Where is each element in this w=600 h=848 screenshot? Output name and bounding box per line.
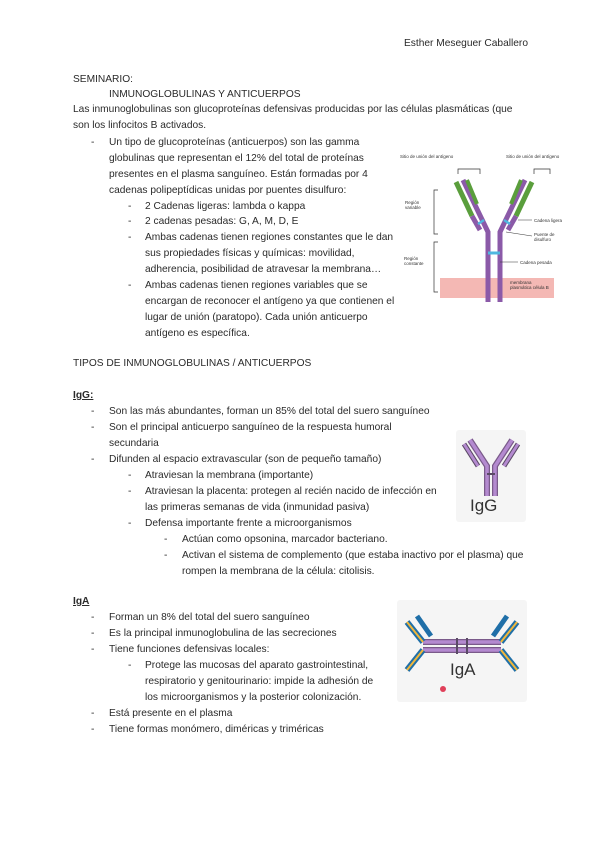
bullet-dash: - [91, 708, 95, 719]
bullet-dash: - [91, 406, 95, 417]
iga-bullet-line: Forman un 8% del total del suero sanguíneo [109, 612, 310, 623]
bullet-dash: - [91, 724, 95, 735]
iga-image-label: IgA [450, 660, 476, 679]
sub-bullet-line: 2 cadenas pesadas: G, A, M, D, E [145, 216, 299, 227]
iga-bullet-line: Está presente en el plasma [109, 708, 233, 719]
label-constant-region: Región constante [404, 256, 424, 266]
iga-heading: IgA [73, 596, 90, 607]
sub-dash: - [128, 470, 132, 481]
variable-region-bracket [434, 190, 438, 234]
sub-bullet-line: antígeno es específica. [145, 328, 250, 339]
sub-bullet-line: lugar de unión (paratopo). Cada unión anticuerpo [145, 312, 368, 323]
igg-subsub-line: Actúan como opsonina, marcador bacteriano. [182, 534, 388, 545]
subsub-dash: - [164, 550, 168, 561]
label-light-chain: Cadena ligera [534, 218, 563, 223]
iga-image [397, 600, 527, 702]
antibody-structure-diagram [400, 152, 580, 302]
igg-sub-line: Atraviesan la placenta: protegen al recién nacido de infección en [145, 486, 437, 497]
bullet1-line: globulinas que representan el 12% del total de proteínas [109, 153, 364, 164]
subsub-dash: - [164, 534, 168, 545]
sub-dash: - [128, 280, 132, 291]
igg-sub-line: Defensa importante frente a microorganismos [145, 518, 352, 529]
iga-sub-line: Protege las mucosas del aparato gastrointestinal, [145, 660, 369, 671]
sub-bullet-line: 2 Cadenas ligeras: lambda o kappa [145, 201, 306, 212]
bullet-dash: - [91, 454, 95, 465]
label-variable-region: Región variable [405, 200, 421, 210]
iga-marker-dot [440, 686, 446, 692]
bullet1-line: presentes en el plasma sanguíneo. Están formadas por 4 [109, 169, 368, 180]
sub-dash: - [128, 232, 132, 243]
sub-dash: - [128, 518, 132, 529]
iga-bullet-line: Es la principal inmunoglobulina de las secreciones [109, 628, 337, 639]
constant-region-bracket [434, 242, 438, 292]
bullet-dash: - [91, 644, 95, 655]
label-membrane: membrana plasmática célula B [510, 280, 549, 290]
types-heading: TIPOS DE INMUNOGLOBULINAS / ANTICUERPOS [73, 358, 312, 369]
iga-sub-line: respiratorio y genitourinario: impide la adhesión de [145, 676, 374, 687]
bullet-dash: - [91, 137, 95, 148]
label-antigen-site-left: Sitio de unión del antígeno [400, 154, 454, 159]
sub-dash: - [128, 216, 132, 227]
igg-subsub-line: Activan el sistema de complemento (que estaba inactivo por el plasma) que [182, 550, 524, 561]
sub-dash: - [128, 486, 132, 497]
igg-image [456, 430, 526, 522]
igg-image-label: IgG [470, 496, 498, 515]
igg-heading: IgG: [73, 390, 94, 401]
author-name: Esther Meseguer Caballero [403, 38, 528, 49]
sub-dash: - [128, 660, 132, 671]
igg-bullet-line: secundaria [109, 438, 159, 449]
iga-sub-line: los microorganismos y la posterior colonización. [145, 692, 362, 703]
sub-bullet-line: adherencia, posibilidad de atravesar la membrana… [145, 264, 382, 275]
bullet-dash: - [91, 422, 95, 433]
bridge-pointer [506, 232, 532, 236]
sub-bullet-line: encargan de reconocer el antígeno ya que contienen el [145, 296, 395, 307]
sub-dash: - [128, 201, 132, 212]
bullet1-line: cadenas polipeptídicas unidas por puentes disulfuro: [109, 185, 347, 196]
label-disulfide-bridge: Puente de disulfuro [534, 232, 555, 242]
igg-sub-line: Atraviesan la membrana (importante) [145, 470, 314, 481]
page-title: INMUNOGLOBULINAS Y ANTICUERPOS [109, 89, 301, 100]
seminar-label: SEMINARIO: [73, 74, 134, 85]
sub-bullet-line: sus propiedades físicas y químicas: movilidad, [145, 248, 355, 259]
igg-bullet-line: Son el principal anticuerpo sanguíneo de la respuesta humoral [109, 422, 392, 433]
intro-line-1: Las inmunoglobulinas son glucoproteínas defensivas producidas por las células plasmáticas (que [73, 104, 513, 115]
intro-line-2: son los linfocitos B activados. [73, 120, 207, 131]
sub-bullet-line: Ambas cadenas tienen regiones variables que se [145, 280, 368, 291]
igg-bullet-line: Son las más abundantes, forman un 85% del total del suero sanguíneo [109, 406, 430, 417]
iga-bullet-line: Tiene formas monómero, diméricas y triméricas [109, 724, 324, 735]
antigen-site-bracket-left [458, 169, 480, 174]
igg-subsub-line: rompen la membrana de la célula: citolisis. [182, 566, 375, 577]
igg-bullet-line: Difunden al espacio extravascular (son de pequeño tamaño) [109, 454, 382, 465]
iga-antibody-icon [397, 600, 527, 702]
label-antigen-site-right: Sitio de unión del antígeno [506, 154, 560, 159]
sub-bullet-line: Ambas cadenas tienen regiones constantes que le dan [145, 232, 394, 243]
bullet-dash: - [91, 612, 95, 623]
iga-bullet-line: Tiene funciones defensivas locales: [109, 644, 270, 655]
label-heavy-chain: Cadena pesada [520, 260, 552, 265]
bullet1-line: Un tipo de glucoproteínas (anticuerpos) son las gamma [109, 137, 360, 148]
bullet-dash: - [91, 628, 95, 639]
igg-sub-line: las primeras semanas de vida (inmunidad pasiva) [145, 502, 370, 513]
antigen-site-bracket-right [534, 169, 550, 174]
